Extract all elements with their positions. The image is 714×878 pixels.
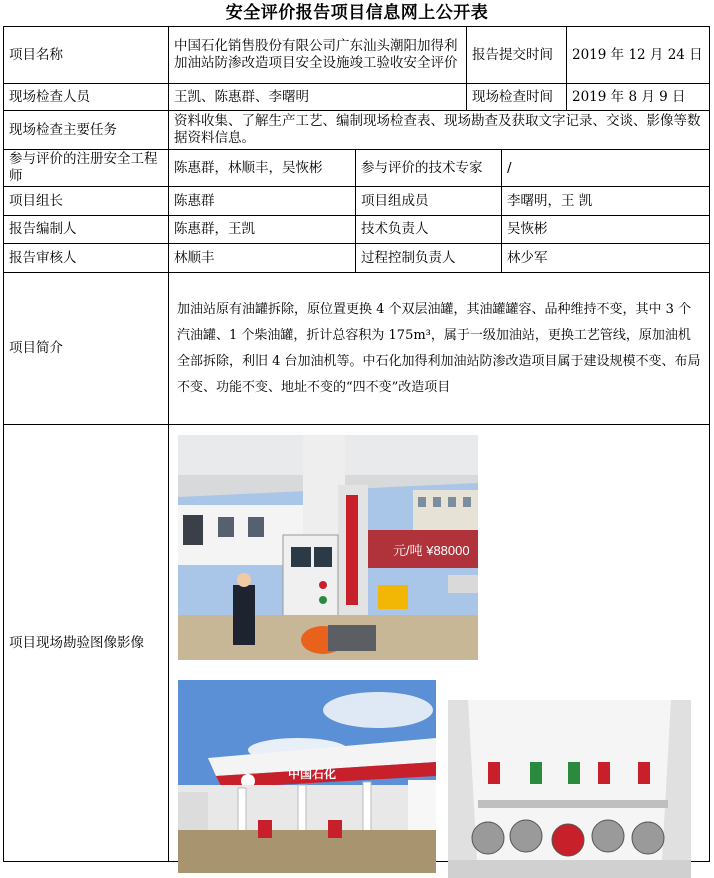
intro-label: 项目简介 xyxy=(3,272,169,425)
tag-2 xyxy=(530,762,542,784)
billboard-text: 元/吨 ¥88000 xyxy=(393,543,470,558)
dispenser xyxy=(258,820,272,838)
reviewer-label: 报告审核人 xyxy=(3,243,169,273)
cloud xyxy=(323,692,433,728)
leader-value: 陈惠群 xyxy=(168,186,356,216)
tasks-label: 现场检查主要任务 xyxy=(3,110,169,150)
pipe xyxy=(478,800,668,808)
column-red-stripe xyxy=(346,495,358,605)
car xyxy=(448,575,478,593)
dispenser-screen xyxy=(291,547,311,567)
manhole-1 xyxy=(472,822,504,854)
worker-standing xyxy=(233,585,255,645)
reviewer-value: 林顺丰 xyxy=(168,243,356,273)
compiler-value: 陈惠群，王凯 xyxy=(168,215,356,244)
process-value: 林少军 xyxy=(501,243,710,273)
project-name-value: 中国石化销售股份有限公司广东汕头潮阳加得利加油站防渗改造项目安全设施竣工验收安全评价 xyxy=(168,26,467,84)
tank-scene-svg xyxy=(448,700,691,878)
manhole-2 xyxy=(510,820,542,852)
page-title: 安全评价报告项目信息网上公开表 xyxy=(225,3,489,23)
inspectors-value: 王凯、陈惠群、李曙明 xyxy=(168,83,467,111)
pump-scene-svg xyxy=(178,435,478,660)
inspection-time-label: 现场检查时间 xyxy=(466,83,567,111)
process-label: 过程控制负责人 xyxy=(355,243,502,273)
submit-time-label: 报告提交时间 xyxy=(466,26,567,84)
expert-label: 参与评价的技术专家 xyxy=(355,149,502,187)
project-name-label: 项目名称 xyxy=(3,26,169,84)
members-label: 项目组成员 xyxy=(355,186,502,216)
station-building xyxy=(178,785,436,835)
canopy-brand: 中国石化 xyxy=(288,767,337,781)
leader-label: 项目组长 xyxy=(3,186,169,216)
site-photo-tanks xyxy=(448,700,691,878)
tag-5 xyxy=(638,762,650,784)
engineers-value: 陈惠群，林顺丰，吴恢彬 xyxy=(168,149,356,187)
tech-value: 吴恢彬 xyxy=(501,215,710,244)
intro-value: 加油站原有油罐拆除，原位置更换 4 个双层油罐，其油罐罐容、品种维持不变，其中 3 个汽油罐、1 个柴油罐，折计总容积为 175m³，属于一级加油站，更换工艺管线，原加油机全部拆除，利旧 4 台加油机等。中石化加得利加油站防渗改造项目属于建设规模不变、布局不变、功能不变、地址不变的“四不变”改造项目 xyxy=(168,272,710,425)
compiler-label: 报告编制人 xyxy=(3,215,169,244)
canopy-scene-svg xyxy=(178,680,436,873)
members-value: 李曙明，王 凯 xyxy=(501,186,710,216)
yellow-sign xyxy=(378,585,408,609)
manhole-5 xyxy=(632,822,664,854)
info-table xyxy=(3,26,710,862)
tag-4 xyxy=(598,762,610,784)
inspection-time-value: 2019 年 8 月 9 日 xyxy=(566,83,710,111)
manhole-4 xyxy=(592,820,624,852)
tech-label: 技术负责人 xyxy=(355,215,502,244)
tag-3 xyxy=(568,762,580,784)
tasks-value: 资料收集、了解生产工艺、编制现场检查表、现场勘查及获取文字记录、交谈、影像等数据资料信息。 xyxy=(168,110,710,150)
manhole-3 xyxy=(552,824,584,856)
expert-value: / xyxy=(501,149,710,187)
inspectors-label: 现场检查人员 xyxy=(3,83,169,111)
submit-time-value: 2019 年 12 月 24 日 xyxy=(566,26,710,84)
tag-1 xyxy=(488,762,500,784)
engineers-label: 参与评价的注册安全工程师 xyxy=(3,149,169,187)
images-label: 项目现场勘验图像影像 xyxy=(3,424,169,862)
site-photo-canopy xyxy=(178,680,436,873)
site-photo-pump xyxy=(178,435,478,660)
